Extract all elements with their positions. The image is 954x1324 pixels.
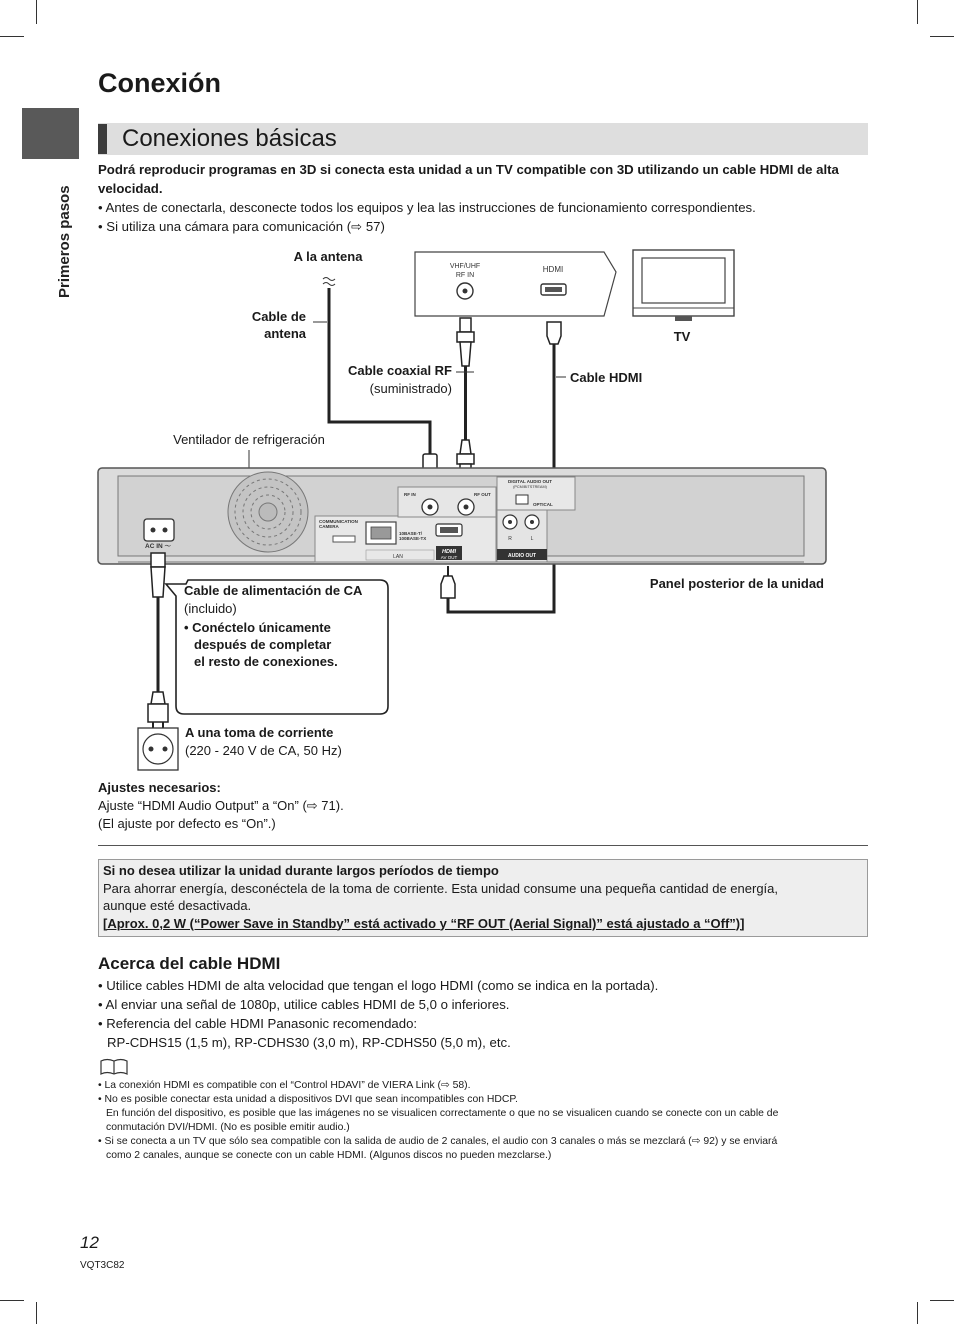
outlet-sub: (220 - 240 V de CA, 50 Hz): [185, 743, 342, 758]
crop-mark: [36, 0, 37, 24]
coax-plug-tv-boot: [460, 342, 471, 366]
hdmi-bullet: • Al enviar una señal de 1080p, utilice cables HDMI de 5,0 o inferiores.: [98, 997, 510, 1012]
comm-camera-label: COMMUNICATION: [319, 519, 358, 524]
intro-bullet: • Antes de conectarla, desconecte todos los equipos y lea las instrucciones de funcionamiento correspondientes.: [98, 200, 756, 215]
fan-grille: [228, 472, 308, 552]
antenna-label: A la antena: [293, 249, 363, 264]
ac-in-socket: [144, 519, 174, 541]
note-title: Si no desea utilizar la unidad durante largos períodos de tiempo: [103, 863, 499, 878]
power-plug-wall: [148, 704, 168, 722]
antenna-cable-label: antena: [264, 326, 306, 341]
settings-title: Ajustes necesarios:: [98, 780, 221, 795]
crop-mark: [917, 0, 918, 24]
crop-mark: [36, 1302, 37, 1324]
book-icon: [100, 1058, 128, 1076]
footnote: • La conexión HDMI es compatible con el “Control HDAVI” de VIERA Link (⇨ 58).: [98, 1080, 471, 1091]
power-plug-unit-boot: [151, 567, 165, 597]
antenna-icon: [323, 278, 335, 286]
tv-terminal-panel: [415, 252, 616, 316]
crop-mark: [0, 36, 24, 37]
footnote-cont: conmutación DVI/HDMI. (No es posible emitir audio.): [106, 1122, 350, 1133]
ac-in-label: AC IN ～: [145, 543, 171, 550]
side-tab-block: [22, 108, 79, 159]
audio-out-label: AUDIO OUT: [507, 553, 537, 559]
ac-warning: • Conéctelo únicamente: [184, 620, 331, 635]
usb-port: [333, 536, 355, 542]
av-out-label: AV OUT: [440, 555, 458, 560]
section-header-marker: [98, 124, 107, 154]
lan-spec-label: 100BASE-TX: [399, 536, 427, 541]
optical-port: [516, 495, 528, 504]
ac-cable-sub: (incluido): [184, 601, 237, 616]
required-settings: [98, 779, 344, 833]
settings-line: (El ajuste por defecto es “On”.): [98, 816, 276, 831]
intro-bullet: • Si utiliza una cámara para comunicación (⇨ 57): [98, 219, 385, 234]
coax-sublabel: (suministrado): [369, 381, 452, 396]
footnote: • Si se conecta a un TV que sólo sea compatible con la salida de audio de 2 canales, el audio con 3 canales o más se mezclará (⇨ 92) y se enviará: [98, 1136, 778, 1147]
footnote: • No es posible conectar esta unidad a dispositivos DVI que sean incompatibles con HDCP.: [98, 1094, 518, 1105]
digital-audio-label: DIGITAL AUDIO OUT: [508, 479, 552, 484]
hdmi-cable-label: Cable HDMI: [570, 370, 643, 385]
coax-plug-unit-body: [457, 454, 474, 464]
ac-warning: después de completar: [194, 637, 332, 652]
coax-plug-tv: [460, 318, 471, 332]
tv-stand: [675, 316, 692, 321]
connection-diagram: [0, 240, 954, 780]
crop-mark: [0, 1300, 24, 1301]
outlet-title: A una toma de corriente: [185, 725, 334, 740]
lan-label: LAN: [393, 554, 403, 560]
hdmi-bullet: • Utilice cables HDMI de alta velocidad que tengan el logo HDMI (como se indica en la portada).: [98, 978, 659, 993]
ac-warning: el resto de conexiones.: [194, 654, 338, 669]
tv-port-vhf-label: RF IN: [455, 272, 475, 279]
panel-label: Panel posterior de la unidad: [649, 576, 824, 591]
settings-line: Ajuste “HDMI Audio Output” a “On” (⇨ 71).: [98, 798, 344, 813]
page-title: Conexión: [98, 68, 222, 98]
pcm-label: (PCM/BITSTREAM): [513, 485, 547, 489]
hdmi-section-title: Acerca del cable HDMI: [98, 954, 281, 973]
footnotes: [98, 1079, 868, 1163]
tv-hdmi-port-inner: [545, 287, 562, 292]
audio-l-label: L: [530, 536, 534, 542]
coax-plug-unit-boot: [460, 440, 471, 454]
footnote-cont: En función del dispositivo, es posible que las imágenes no se visualicen correctamente o que no se visualicen cuando se conecte con un cable de: [106, 1108, 779, 1119]
tv-rf-in-port-pin: [463, 289, 468, 294]
standby-note: [98, 859, 868, 937]
fan-label: Ventilador de refrigeración: [173, 432, 325, 447]
hdmi-section-list: [98, 976, 868, 1052]
crop-mark: [930, 36, 954, 37]
coax-label: Cable coaxial RF: [347, 363, 452, 378]
coax-plug-tv-body: [457, 332, 474, 342]
page-number: 12: [80, 1233, 99, 1252]
hdmi-logo: HDMI: [441, 549, 457, 555]
hdmi-plug-unit: [441, 576, 455, 598]
crop-mark: [917, 1302, 918, 1324]
hdmi-plug-tv: [547, 322, 561, 344]
footnote-cont: como 2 canales, aunque se conecte con un cable HDMI. (Algunos discos no pueden mezclarse.): [106, 1150, 552, 1161]
comm-camera-label: CAMERA: [319, 524, 339, 529]
crop-mark: [930, 1300, 954, 1301]
hdmi-bullet-cont: RP-CDHS15 (1,5 m), RP-CDHS30 (3,0 m), RP-CDHS50 (5,0 m), etc.: [107, 1035, 511, 1050]
audio-r-label: R: [508, 536, 512, 542]
rf-in-label: RF IN: [404, 492, 416, 497]
power-plug-unit: [151, 553, 165, 567]
lan-spec-label: 10BASE-T/: [399, 531, 423, 536]
ac-cable-title: Cable de alimentación de CA: [184, 583, 363, 598]
side-tab-label: Primeros pasos: [56, 185, 73, 298]
note-body: Para ahorrar energía, desconéctela de la toma de corriente. Esta unidad consume una pequeña cantidad de energía,: [103, 880, 779, 896]
tv-port-vhf-label: VHF/UHF: [449, 263, 481, 270]
intro: [98, 160, 868, 236]
rf-out-label: RF OUT: [474, 492, 491, 497]
hdmi-bullet: • Referencia del cable HDMI Panasonic recomendado:: [98, 1016, 418, 1031]
optical-label: OPTICAL: [533, 502, 553, 507]
note-emphasis: [Aprox. 0,2 W (“Power Save in Standby” está activado y “RF OUT (Aerial Signal)” está ajustado a “Off”)]: [103, 915, 745, 931]
power-plug-wall-boot: [151, 692, 165, 704]
intro-bold: Podrá reproducir programas en 3D si conecta esta unidad a un TV compatible con 3D utilizando un cable HDMI de alta velocidad.: [98, 162, 839, 196]
document-code: VQT3C82: [80, 1260, 125, 1271]
tv-port-hdmi-label: HDMI: [542, 265, 564, 274]
antenna-cable-label: Cable de: [251, 309, 306, 324]
note-body: aunque esté desactivada.: [103, 898, 252, 913]
divider: [98, 845, 868, 846]
tv-screen: [642, 258, 725, 303]
tv-label: TV: [673, 329, 691, 344]
section-title: Conexiones básicas: [122, 125, 337, 152]
